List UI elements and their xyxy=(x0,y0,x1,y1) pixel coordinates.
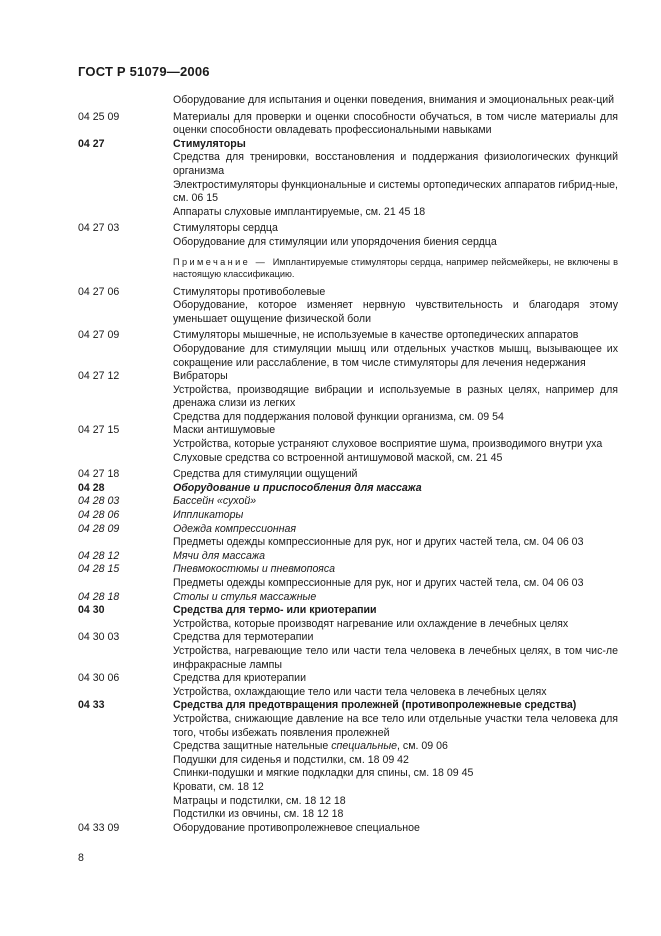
classification-row xyxy=(78,286,618,300)
classification-text: Матрацы и подстилки, см. 18 12 18 xyxy=(173,794,346,807)
classification-code: 04 27 06 xyxy=(78,285,120,298)
classification-text: Столы и стулья массажные xyxy=(173,590,317,603)
classification-text: Одежда компрессионная xyxy=(173,522,297,535)
classification-code: 04 30 xyxy=(78,604,105,617)
classification-row xyxy=(78,754,618,768)
classification-row xyxy=(78,482,618,496)
classification-code xyxy=(78,686,173,700)
classification-row xyxy=(78,563,618,577)
classification-text: Устройства, которые производят нагревание или охлаждение в лечебных целях xyxy=(173,617,569,630)
classification-text: Вибраторы xyxy=(173,370,228,383)
classification-code: 04 27 03 xyxy=(78,222,120,235)
classification-row xyxy=(78,236,618,250)
classification-row xyxy=(78,329,618,343)
page-number: 8 xyxy=(78,852,84,864)
classification-code xyxy=(78,452,173,466)
classification-row xyxy=(78,111,618,138)
classification-row xyxy=(78,713,618,740)
classification-row xyxy=(78,686,618,700)
classification-row xyxy=(78,672,618,686)
classification-text: Средства для термо- или криотерапии xyxy=(173,604,377,617)
classification-text: Средства для тренировки, восстановления и поддержания физиологических функций организма xyxy=(173,151,618,177)
classification-text: Стимуляторы xyxy=(173,137,246,150)
classification-text: Средства для предотвращения пролежней (противопролежневые средства) xyxy=(173,699,577,712)
classification-row xyxy=(78,767,618,781)
classification-row xyxy=(78,550,618,564)
classification-text: Оборудование и приспособления для массажа xyxy=(173,481,422,494)
classification-row xyxy=(78,411,618,425)
classification-text: Средства для поддержания половой функции организма, см. 09 54 xyxy=(173,410,504,423)
classification-row xyxy=(78,591,618,605)
classification-text: Иппликаторы xyxy=(173,509,244,522)
classification-code xyxy=(78,256,173,280)
classification-code xyxy=(78,536,173,550)
note-label: Примечание — xyxy=(173,256,273,267)
classification-row xyxy=(78,468,618,482)
classification-code xyxy=(78,179,173,206)
classification-row xyxy=(78,138,618,152)
classification-code: 04 27 xyxy=(78,137,105,150)
classification-text: Материалы для проверки и оценки способности обучаться, в том числе материалы для оценки способности овладевать профессиональными навыками xyxy=(173,110,618,137)
classification-row xyxy=(78,699,618,713)
classification-text: Аппараты слуховые имплантируемые, см. 21 45 18 xyxy=(173,205,426,218)
classification-code: 04 30 03 xyxy=(78,631,120,644)
classification-row xyxy=(78,256,618,280)
classification-code: 04 28 xyxy=(78,481,105,494)
classification-row xyxy=(78,299,618,326)
classification-row xyxy=(78,740,618,754)
classification-text: Средства для термотерапии xyxy=(173,631,314,644)
classification-text: Электростимуляторы функциональные и системы ортопедических аппаратов гибрид-ные, см. 06 15 xyxy=(173,178,618,205)
classification-code xyxy=(78,151,173,178)
note-text xyxy=(173,256,618,280)
classification-text: Средства защитные нательные специальные, см. 09 06 xyxy=(173,740,448,753)
classification-row xyxy=(78,795,618,809)
classification-row xyxy=(78,179,618,206)
classification-row xyxy=(78,781,618,795)
classification-row xyxy=(78,424,618,438)
classification-text: Предметы одежды компрессионные для рук, ног и других частей тела, см. 04 06 03 xyxy=(173,577,584,589)
classification-row xyxy=(78,384,618,411)
classification-code xyxy=(78,236,173,250)
classification-text: Оборудование, которое изменяет нервную чувствительность и благодаря этому уменьшает ощущение физической боли xyxy=(173,299,618,325)
classification-code xyxy=(78,713,173,740)
classification-list xyxy=(78,94,618,835)
classification-text: Оборудование для стимуляции или упорядочения биения сердца xyxy=(173,235,497,248)
classification-code xyxy=(78,299,173,326)
classification-row xyxy=(78,604,618,618)
classification-text: Бассейн «сухой» xyxy=(173,495,257,508)
classification-text: Устройства, нагревающие тело или части тела человека в лечебных целях, в том чис-ле инфракрасные лампы xyxy=(173,644,618,671)
classification-text: Оборудование для испытания и оценки поведения, внимания и эмоциональных реак-ций xyxy=(173,94,615,106)
classification-row xyxy=(78,151,618,178)
classification-row xyxy=(78,618,618,632)
classification-code xyxy=(78,808,173,822)
classification-code: 04 28 15 xyxy=(78,563,120,576)
classification-code xyxy=(78,740,173,754)
classification-text: Спинки-подушки и мягкие подкладки для спины, см. 18 09 45 xyxy=(173,767,474,780)
classification-row xyxy=(78,536,618,550)
classification-text: Устройства, снижающие давление на все тело или отдельные участки тела человека для того, чтобы избежать появления пролежней xyxy=(173,712,618,739)
classification-row xyxy=(78,206,618,220)
classification-code: 04 28 09 xyxy=(78,522,120,535)
classification-text: Устройства, производящие вибрации и используемые в разных целях, например для дренажа слизи из легких xyxy=(173,383,618,410)
classification-row xyxy=(78,370,618,384)
note-body: Имплантируемые стимуляторы сердца, например пейсмейкеры, не включены в настоящую классификацию. xyxy=(173,256,618,279)
classification-text: Устройства, охлаждающие тело или части тела человека в лечебных целях xyxy=(173,685,547,698)
classification-row xyxy=(78,343,618,370)
classification-code xyxy=(78,206,173,220)
classification-row xyxy=(78,495,618,509)
classification-row xyxy=(78,808,618,822)
classification-text: Средства для криотерапии xyxy=(173,672,307,685)
classification-text: Стимуляторы противоболевые xyxy=(173,285,326,298)
classification-code: 04 27 12 xyxy=(78,370,120,383)
classification-text: Оборудование противопролежневое специальное xyxy=(173,821,420,834)
classification-code xyxy=(78,795,173,809)
classification-code: 04 27 09 xyxy=(78,329,120,342)
classification-row xyxy=(78,523,618,537)
classification-text: Пневмокостюмы и пневмопояса xyxy=(173,563,336,576)
classification-code: 04 27 15 xyxy=(78,424,120,437)
classification-text: Подстилки из овчины, см. 18 12 18 xyxy=(173,808,344,821)
classification-code xyxy=(78,577,173,591)
classification-row xyxy=(78,452,618,466)
classification-code xyxy=(78,781,173,795)
classification-text: Средства для стимуляции ощущений xyxy=(173,468,358,481)
classification-row xyxy=(78,577,618,591)
classification-text: Мячи для массажа xyxy=(173,549,266,562)
document-header: ГОСТ Р 51079—2006 xyxy=(78,64,210,79)
classification-code: 04 30 06 xyxy=(78,672,120,685)
classification-row xyxy=(78,822,618,836)
classification-text: Стимуляторы мышечные, не используемые в качестве ортопедических аппаратов xyxy=(173,329,579,342)
classification-code xyxy=(78,645,173,672)
classification-code: 04 27 18 xyxy=(78,468,120,481)
classification-code xyxy=(78,767,173,781)
classification-code xyxy=(78,754,173,768)
classification-code: 04 33 xyxy=(78,699,105,712)
classification-code xyxy=(78,438,173,452)
classification-code xyxy=(78,343,173,370)
classification-code xyxy=(78,384,173,411)
classification-code: 04 28 18 xyxy=(78,590,120,603)
classification-code: 04 28 03 xyxy=(78,495,120,508)
classification-text: Кровати, см. 18 12 xyxy=(173,780,264,793)
classification-code xyxy=(78,618,173,632)
classification-code: 04 33 09 xyxy=(78,821,120,834)
classification-text: Предметы одежды компрессионные для рук, ног и других частей тела, см. 04 06 03 xyxy=(173,536,584,549)
classification-text: Оборудование для стимуляции мышц или отдельных участков мышц, вызывающее их сокращение или расслабление, в том числе стимуляторы для лечения недержания xyxy=(173,342,618,369)
classification-row xyxy=(78,94,618,108)
emphasis-word: специальные xyxy=(331,740,398,753)
classification-text: Подушки для сиденья и подстилки, см. 18 09 42 xyxy=(173,753,409,766)
classification-text: Устройства, которые устраняют слуховое восприятие шума, производимого внутри уха xyxy=(173,438,603,451)
classification-row xyxy=(78,438,618,452)
classification-code xyxy=(78,94,173,108)
classification-row xyxy=(78,631,618,645)
classification-text: Слуховые средства со встроенной антишумовой маской, см. 21 45 xyxy=(173,451,503,464)
classification-code: 04 28 06 xyxy=(78,509,120,522)
classification-text: Стимуляторы сердца xyxy=(173,222,278,235)
classification-row xyxy=(78,645,618,672)
classification-row xyxy=(78,509,618,523)
classification-row xyxy=(78,222,618,236)
classification-code: 04 25 09 xyxy=(78,110,120,123)
classification-code xyxy=(78,411,173,425)
classification-text: Маски антишумовые xyxy=(173,424,276,437)
classification-code: 04 28 12 xyxy=(78,549,120,562)
